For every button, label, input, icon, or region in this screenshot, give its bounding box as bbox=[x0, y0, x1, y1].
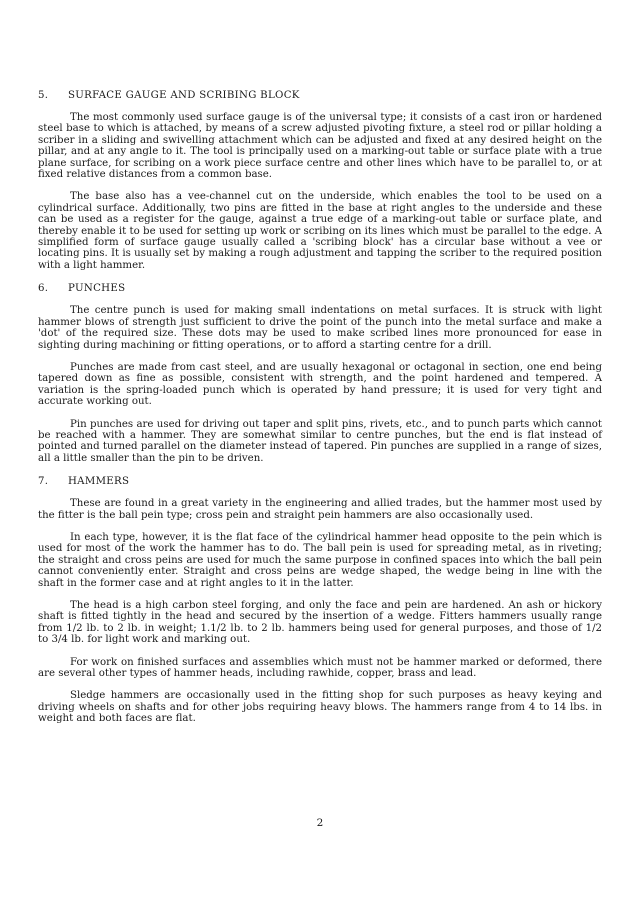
section-heading bbox=[38, 476, 602, 487]
paragraph: The centre punch is used for making small indentations on metal surfaces. It is struck with light hammer blows of strength just sufficient to drive the point of the punch into the metal surface and make a 'dot' of the required size. These dots may be used to make scribed lines more pronounced for ease in sighting during machining or fitting operations, or to afford a starting centre for a drill. bbox=[38, 305, 602, 351]
section-hammers bbox=[38, 476, 602, 725]
section-heading bbox=[38, 283, 602, 294]
paragraph: The most commonly used surface gauge is of the universal type; it consists of a cast iron or hardened steel base to which is attached, by means of a screw adjusted pivoting fixture, a steel rod or pillar holding a scriber in a sliding and swivelling attachment which can be adjusted and fixed at any desired height on the pillar, and at any angle to it. The tool is principally used on a marking-out table or surface plate with a true plane surface, for scribing on a work piece surface centre and other lines which have to be parallel to, or at fixed relative distances from a common base. bbox=[38, 112, 602, 181]
section-punches bbox=[38, 283, 602, 464]
section-heading bbox=[38, 90, 602, 101]
paragraph: For work on finished surfaces and assemblies which must not be hammer marked or deformed, there are several other types of hammer heads, including rawhide, copper, brass and lead. bbox=[38, 656, 602, 680]
paragraph: Punches are made from cast steel, and are usually hexagonal or octagonal in section, one end being tapered down as fine as possible, consistent with strength, and the point hardened and tempered. A variation is the spring-loaded punch which is operated by hand pressure; it is used for very tight and accurate working out. bbox=[38, 361, 602, 408]
paragraph: Sledge hammers are occasionally used in the fitting shop for such purposes as heavy keying and driving wheels on shafts and for other jobs requiring heavy blows. The hammers range from 4 to 14 lbs. in weight and both faces are flat. bbox=[38, 690, 602, 725]
section-number: 6. bbox=[38, 283, 49, 295]
paragraph: In each type, however, it is the flat face of the cylindrical hammer head opposite to the pein which is used for most of the work the hammer has to do. The ball pein is used for spreading metal, as in riveting; the straight and cross peins are used for much the same purpose in confined spaces into which the ball pein cannot conveniently enter. Straight and cross peins are wedge shaped, the wedge being in line with the shaft in the former case and at right angles to it in the latter. bbox=[38, 531, 602, 589]
section-surface-gauge bbox=[38, 90, 602, 271]
paragraph: These are found in a great variety in the engineering and allied trades, but the hammer most used by the fitter is the ball pein type; cross pein and straight pein hammers are also occasionally used. bbox=[38, 498, 602, 521]
section-number: 7. bbox=[38, 476, 49, 488]
paragraph: The head is a high carbon steel forging, and only the face and pein are hardened. An ash or hickory shaft is fitted tightly in the head and secured by the insertion of a wedge. Fitters hammers usually range from 1/2 lb. to 2 lb. in weight; 1.1/2 lb. to 2 lb. hammers being used for general purposes, and those of 1/2 to 3/4 lb. for light work and marking out. bbox=[38, 600, 602, 646]
page-number: 2 bbox=[316, 817, 324, 829]
section-title: HAMMERS bbox=[68, 476, 130, 488]
section-title: PUNCHES bbox=[68, 283, 126, 295]
paragraph: Pin punches are used for driving out taper and split pins, rivets, etc., and to punch parts which cannot be reached with a hammer. They are somewhat similar to centre punches, but the end is flat instead of pointed and turned parallel on the diameter instead of tapered. Pin punches are supplied in a range of sizes, all a little smaller than the pin to be driven. bbox=[38, 418, 602, 464]
paragraph: The base also has a vee-channel cut on the underside, which enables the tool to be used on a cylindrical surface. Additionally, two pins are fitted in the base at right angles to the underside and these can be used as a register for the gauge, against a true edge of a marking-out table or surface plate, and thereby enable it to be used for setting up work or scribing on its lines which must be parallel to the edge. A simplified form of surface gauge usually called a 'scribing block' has a circular base without a vee or locating pins. It is usually set by making a rough adjustment and tapping the scriber to the required position with a light hammer. bbox=[38, 191, 602, 271]
section-number: 5. bbox=[38, 90, 49, 101]
section-title: SURFACE GAUGE AND SCRIBING BLOCK bbox=[68, 90, 300, 101]
document-page bbox=[38, 90, 602, 737]
